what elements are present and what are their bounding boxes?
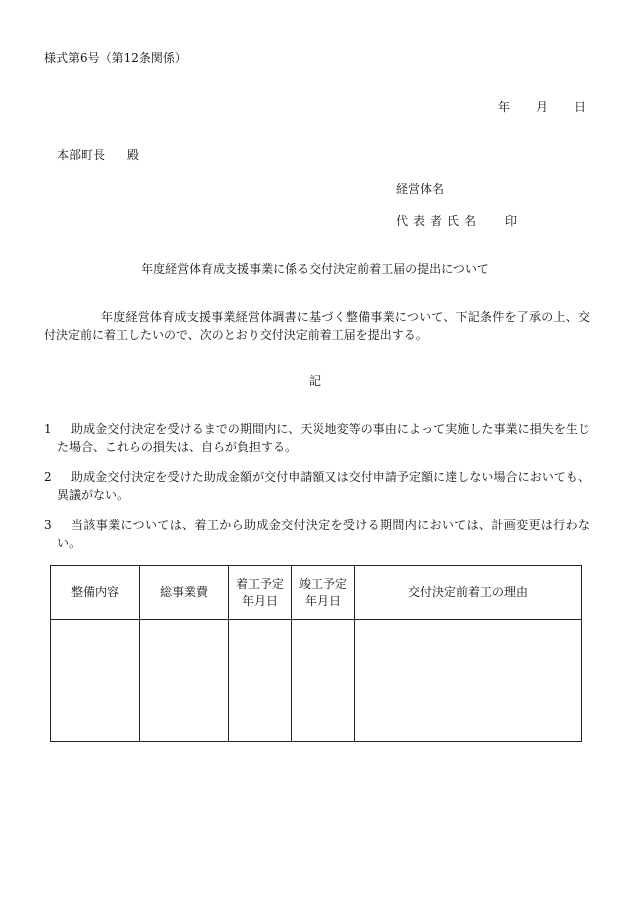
header-completion-date: 竣工予定 年月日 xyxy=(292,566,355,620)
condition-text: 当該事業については、着工から助成金交付決定を受ける期間内においては、計画変更は行わない。 xyxy=(57,518,590,550)
date-year-label: 年 xyxy=(498,100,511,114)
document-title: 年度経営体育成支援事業に係る交付決定前着工届の提出について xyxy=(141,262,489,276)
condition-number: 1 xyxy=(44,422,52,436)
ki-heading: 記 xyxy=(308,374,321,388)
table-header-row xyxy=(51,566,582,620)
condition-number: 2 xyxy=(44,470,52,484)
cell-reason[interactable] xyxy=(355,620,582,742)
cell-work-content[interactable] xyxy=(51,620,140,742)
header-start-date: 着工予定 年月日 xyxy=(229,566,292,620)
cell-start-date[interactable] xyxy=(229,620,292,742)
condition-text: 助成金交付決定を受けた助成金額が交付申請額又は交付申請予定額に達しない場合においても、異議がない。 xyxy=(57,470,590,502)
representative-line xyxy=(396,212,522,230)
header-work-content: 整備内容 xyxy=(51,566,140,620)
condition-number: 3 xyxy=(44,518,52,532)
header-reason: 交付決定前着工の理由 xyxy=(355,566,582,620)
date-month-label: 月 xyxy=(536,100,549,114)
body-paragraph: 年度経営体育成支援事業経営体調書に基づく整備事業について、下記条件を了承の上、交付決定前に着工したいので、次のとおり交付決定前着工届を提出する。 xyxy=(44,310,590,342)
addressee-name: 本部町長 xyxy=(57,148,106,162)
work-table xyxy=(50,565,582,742)
cell-total-cost[interactable] xyxy=(140,620,229,742)
header-total-cost: 総事業費 xyxy=(140,566,229,620)
seal-mark: 印 xyxy=(505,214,523,228)
addressee xyxy=(57,146,139,164)
date-day-label: 日 xyxy=(574,100,587,114)
addressee-honorific: 殿 xyxy=(127,148,140,162)
form-number: 様式第6号（第12条関係） xyxy=(44,51,187,65)
table-row xyxy=(51,620,582,742)
cell-completion-date[interactable] xyxy=(292,620,355,742)
date-line xyxy=(498,98,586,116)
condition-text: 助成金交付決定を受けるまでの期間内に、天災地変等の事由によって実施した事業に損失を生じた場合、これらの損失は、自らが負担する。 xyxy=(57,422,590,454)
entity-name-label: 経営体名 xyxy=(396,182,445,196)
representative-label: 代表者氏名 xyxy=(396,214,482,228)
